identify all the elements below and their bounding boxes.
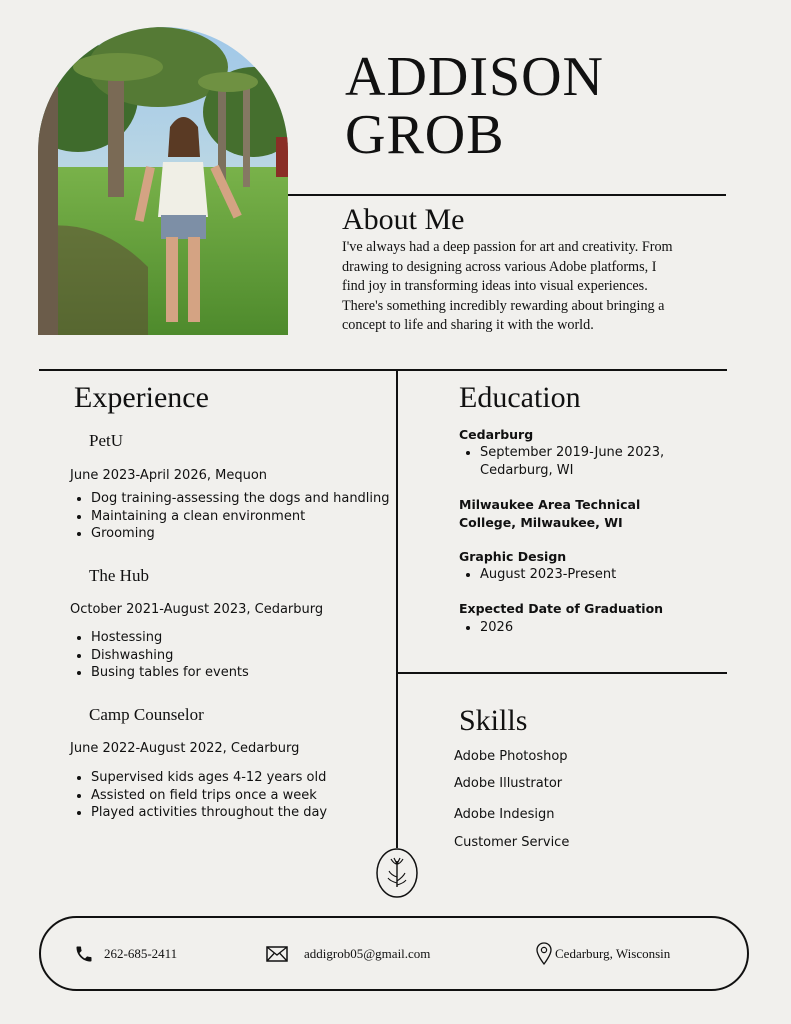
edu-items-graduation [459, 619, 513, 637]
divider-vertical [396, 370, 398, 848]
list-item: • Played activities throughout the day [91, 804, 327, 822]
divider-header [288, 194, 726, 196]
about-title: About Me [342, 203, 465, 236]
job-date-petu: June 2023-April 2026, Mequon [70, 468, 268, 483]
name-line-1: ADDISON [345, 46, 604, 108]
contact-footer [39, 916, 749, 991]
edu-heading-matc: Milwaukee Area Technical College, Milwaukee, WI [459, 497, 641, 530]
flower-emblem-icon [375, 847, 419, 899]
job-title-hub: The Hub [89, 566, 149, 585]
contact-phone[interactable] [74, 918, 177, 989]
skills-title: Skills [459, 704, 528, 737]
person-name [345, 48, 604, 164]
list-item: • Hostessing [91, 629, 249, 647]
list-item: • September 2019-June 2023, Cedarburg, WI [480, 444, 680, 479]
list-item: • Grooming [91, 525, 390, 543]
list-item: • Supervised kids ages 4-12 years old [91, 769, 327, 787]
divider-skills [397, 672, 727, 674]
about-text: I've always had a deep passion for art and creativity. From drawing to designing across various Adobe platforms, I find joy in transforming ideas into visual experiences. There's something incredibly rewarding about bringing a concept to life and sharing it with the world. [342, 239, 673, 333]
skill-item: Customer Service [454, 835, 570, 850]
map-pin-icon [536, 942, 552, 966]
job-duties-hub [70, 629, 249, 682]
list-item: • Busing tables for events [91, 664, 249, 682]
skill-item: Adobe Illustrator [454, 776, 563, 791]
name-line-2: GROB [345, 104, 505, 166]
envelope-icon [266, 946, 288, 962]
contact-email[interactable] [266, 918, 430, 989]
experience-title: Experience [74, 381, 209, 414]
job-duties-petu [70, 490, 390, 543]
list-item: • August 2023-Present [480, 566, 616, 584]
list-item: • 2026 [480, 619, 513, 637]
job-title-camp: Camp Counselor [89, 705, 204, 724]
job-title-petu: PetU [89, 431, 123, 450]
location-text: Cedarburg, Wisconsin [555, 945, 671, 961]
edu-heading-graphic-design: Graphic Design [459, 549, 567, 564]
skill-item: Adobe Indesign [454, 807, 555, 822]
skill-item: Adobe Photoshop [454, 749, 568, 764]
phone-icon [74, 944, 94, 964]
list-item: • Dog training-assessing the dogs and handling [91, 490, 390, 508]
divider-main [39, 369, 727, 371]
job-date-hub: October 2021-August 2023, Cedarburg [70, 602, 324, 617]
phone-text: 262-685-2411 [104, 945, 178, 961]
edu-heading-cedarburg: Cedarburg [459, 427, 534, 442]
list-item: • Dishwashing [91, 647, 249, 665]
profile-photo [38, 27, 288, 335]
edu-heading-graduation: Expected Date of Graduation [459, 601, 664, 616]
job-date-camp: June 2022-August 2022, Cedarburg [70, 741, 300, 756]
list-item: • Assisted on field trips once a week [91, 787, 327, 805]
email-text: addigrob05@gmail.com [304, 945, 431, 961]
education-title: Education [459, 381, 581, 414]
list-item: • Maintaining a clean environment [91, 508, 390, 526]
job-duties-camp [70, 769, 327, 822]
edu-items-graphic-design [459, 566, 616, 584]
contact-location[interactable] [536, 918, 670, 989]
edu-items-cedarburg [459, 444, 680, 479]
